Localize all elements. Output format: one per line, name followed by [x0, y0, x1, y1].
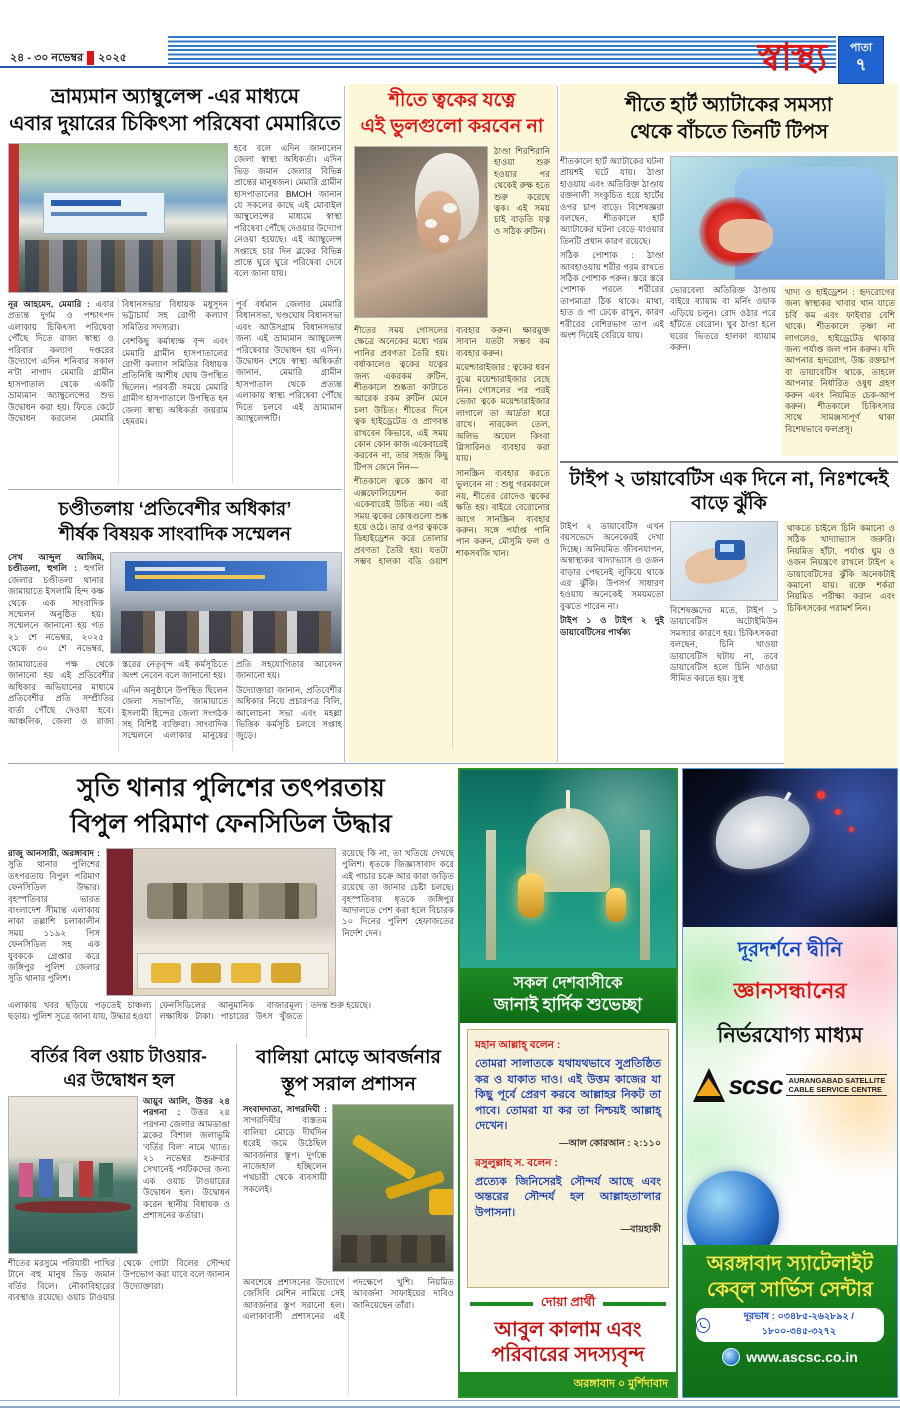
headline-line: থেকে বাঁচতে তিনটি টিপস [629, 121, 829, 143]
photo-detail [720, 544, 734, 552]
logo-text: scsc [728, 1069, 783, 1100]
paragraph: সানস্ক্রিন ব্যবহার করতে ভুলবেন না : শুধু গরমকালে নয়, শীতের রোদেও ত্বকের ক্ষতি হয়। বাইরে বেরোনোর আগে সানস্ক্রিন ব্যবহার করুন। সঙ্গে পর্যাপ্ত পানি পান করুন, মৌসুমি ফল ও শাকসবজি খান। [456, 467, 550, 558]
headline-line: স্তূপ সরাল প্রশাসন [281, 1074, 416, 1095]
article-chanditala [8, 496, 342, 751]
minaret [640, 830, 650, 960]
paragraph: উদ্যোক্তারা জানান, প্রতিবেশীর অধিকার নিয়ে প্রচারপত্র বিলি, আলোচনা সভা এবং মহল্লা ভিত্তিক কর্মসূচি চলবে সপ্তাহ জুড়ে। [236, 684, 342, 741]
watchtower-lead [143, 1096, 230, 1254]
column-rule [557, 86, 558, 762]
section-masthead: স্বাস্থ্য [757, 37, 827, 79]
paragraph: সঠিক পোশাক : ঠাণ্ডা আবহাওয়ায় শরীর গরম রাখতে সঠিক পোশাক পরুন। স্তরে স্তরে পোশাক পরলে শরীরের তাপমাত্রা ঠিক থাকে। মাথা, হাত ও পা ঢেকে রাখুন, কারণ শরীরের বেশিরভাগ তাপ এই অংশ দিয়েই বেরিয়ে যায়। [560, 250, 664, 341]
greeting-line: জানাই হার্দিক শুভেচ্ছা [493, 995, 643, 1014]
ad-org-bengali-line: কেব্‌ল সার্ভিস সেন্টার [707, 1279, 873, 1301]
mosque-artwork [460, 770, 676, 968]
watchtower-body [8, 1258, 230, 1396]
paragraph: ঠাণ্ডা শিরশিরানি হাওয়া শুরু হওয়ার পর থেকেই রুক্ষ হতে শুরু করেছে ত্বক। এই সময় চাই বাড়তি যত্ন ও সঠিক রুটিন। [494, 146, 550, 236]
headline-line: এর উদ্বোধন হল [63, 1070, 175, 1090]
photo-detail [121, 611, 331, 653]
photo-detail [25, 240, 221, 292]
quote-panel [467, 1029, 669, 1288]
quote-source: —বায়হাকী [620, 1224, 661, 1235]
press-conference-photo [110, 552, 342, 654]
byline: সেখ আব্দুল আজিম, চণ্ডীতলা, হুগলি : [8, 552, 104, 574]
photo-detail [9, 144, 19, 292]
suti-right-col [342, 848, 454, 996]
org-name-line: AURANGABAD SATELLITE [788, 1076, 886, 1085]
greeting-text [460, 968, 676, 1023]
byline: সংবাদদাতা, সাগরদিঘী : [243, 1104, 327, 1114]
phone-icon [696, 1318, 710, 1333]
date-range: ২৪ - ৩০ নভেম্বর [10, 51, 84, 64]
diabetes-subhead: টাইপ ১ ও টাইপ ২ দুই ডায়াবেটিসের পার্থক্য [560, 615, 664, 637]
quote-source: —আল কোরআন : ২:১১০ [559, 1137, 661, 1149]
diabetes-headline: টাইপ ২ ডায়াবেটিস এক দিনে না, নিঃশব্দেই বাড়ে ঝুঁকি [569, 469, 889, 514]
page-label: পাতা [849, 42, 873, 54]
photo-detail [231, 963, 261, 983]
photo-detail [19, 1163, 33, 1197]
decorative-bar [603, 1302, 666, 1306]
headline-line: এবার দুয়ারের চিকিৎসা পরিষেবা মেমারিতে [9, 113, 341, 135]
phone-row [696, 1308, 884, 1342]
tower-fill [697, 1078, 721, 1096]
photo-detail [341, 1235, 445, 1263]
quote-label: মহান আল্লাহ্‌ বলেন : [475, 1039, 561, 1051]
suti-left-col [8, 848, 100, 996]
heart-col1 [560, 156, 664, 456]
byline: আয়ুব আলি, উত্তর ২৪ পরগনা : [143, 1096, 230, 1118]
article-suti [8, 770, 454, 1396]
org-name-line: CABLE SERVICE CENTRE [788, 1085, 883, 1094]
article-ambulance [8, 84, 342, 751]
article-skincare [348, 84, 556, 762]
name-line: পরিবারের সদস্যবৃন্দ [491, 1344, 645, 1366]
paragraph: অবশেষে প্রশাসনের উদ্যোগে জেসিবি মেশিন নামিয়ে সেই আবর্জনার স্তূপ সরানো হল। এলাকাবাসী প্রশাসনের এই পদক্ষেপে খুশি। নিয়মিত আবর্জনা সাফাইয়ের দাবিও জানিয়েছেন তাঁরা। [243, 1277, 454, 1322]
quote-text: প্রত্যেক জিনিসেরই সৌন্দর্য আছে এবং অন্তরের সৌন্দর্য হল আল্লাহতা'লার উপাসনা। [475, 1175, 661, 1219]
paragraph: বেশকিছু কর্মাধ্যক্ষ বৃন্দ এবং মেমারি গ্রামীন হাসপাতালের রোগী কল্যাণ সমিতির বিধায়ক প্রতিনিধি আশীষ ঘোষ উপস্থিত ছিলেন। পরবর্তী সময়ে মেমারি গ্রামীণ হাসপাতালে উপস্থিত হন জেলা স্বাস্থ্য অধিকর্তা জয়রাম হেমরম। [122, 336, 228, 427]
watchtower-headline [8, 1044, 230, 1092]
suti-bottom [8, 1000, 454, 1038]
ad-headline-line: নির্ভরযোগ্য মাধ্যম [717, 1024, 863, 1047]
heart-body [560, 156, 898, 456]
photo-detail [59, 1163, 73, 1197]
photo-detail [107, 849, 133, 995]
headline-line: শীর্ষক বিষয়ক সাংবাদিক সম্মেলন [59, 523, 291, 544]
satellite-dish-icon [705, 784, 818, 880]
issue-date [10, 50, 133, 66]
headline-line: ভ্রাম্যমান অ্যাম্বুলেন্স -এর মাধ্যমে [50, 86, 300, 108]
diabetes-col3 [784, 521, 898, 769]
satellite-ad-green-panel [683, 1245, 897, 1397]
ambulance-headline [8, 84, 342, 138]
decorative-bar [470, 1302, 533, 1306]
ambulance-body [8, 299, 342, 483]
org-name [786, 1074, 887, 1096]
skincare-photo [354, 146, 488, 318]
heart-col2 [670, 285, 776, 456]
ascsc-logo [683, 1068, 897, 1102]
earth-globe [687, 1171, 779, 1245]
doa-label: দোয়া প্রার্থী [540, 1295, 596, 1309]
satellite-ad-middle [683, 927, 897, 1245]
paragraph: জামায়াতের পক্ষ থেকে জানানো হয় এই প্রতিবেশীর অধিকার অভিযানের মাধ্যমে প্রতিবেশীর প্রতি সম্প্রীতির বার্তা পৌঁছে দেওয়া হবে। আঞ্চলিক, জেলা ও রাজ্য স্তরের নেতৃবৃন্দ এই কর্মসূচিতে অংশ নেবেন বলে জানানো হয়। [8, 659, 228, 727]
page-bottom-rule [0, 1400, 900, 1408]
paragraph: টাইপ ২ ডায়াবেটিস এখন বয়সভেদে অনেকেরই দেখা দিচ্ছে। অনিয়মিত জীবনযাপন, অস্বাস্থ্যকর খাদ্যাভ্যাস ও ওজন বাড়ার পেছনেই লুকিয়ে থাকে এর ঝুঁকি। উপসর্গ সাধারণ হওয়ায় অনেকেই সময়মতো বুঝতে পারেন না। [560, 521, 664, 611]
photo-detail [135, 567, 225, 571]
suti-police-photo [106, 848, 336, 996]
heart-headline [560, 84, 898, 152]
header-stripes [168, 36, 836, 64]
skincare-body [354, 325, 550, 749]
paragraph: ভোরবেলা অতিরিক্ত ঠাণ্ডায় বাইরে ব্যায়াম বা মর্নিং ওয়াক এড়িয়ে চলুন। রোদ ওঠার পরে হাঁটতে বেরোন। খুব ঠাণ্ডা হলে ঘরের ভিতরে হালকা ব্যায়াম করুন। [670, 285, 776, 353]
paragraph: খাদ্য ও হাইড্রেশন : হৃদরোগের জন্য স্বাস্থ্যকর খাবার খান যাতে চর্বি কম এবং ফাইবার বেশি থাকে। শীতকালে তৃষ্ণা না লাগলেও, হাইড্রেটেড থাকার জন্য পর্যাপ্ত জল পান করুন। যদি আপনার হৃদরোগ, উচ্চ রক্তচাপ বা ডায়াবেটিস থাকে, তাহলে আপনার নির্ধারিত ওষুধ গ্রহণ করুন এবং নিয়মিত চেক-আপ করুন। শীতকালে চিকিৎসার সাথে সামঞ্জস্যপূর্ণ থাকা বিশেষভাবে ফলপ্রসূ। [785, 287, 895, 434]
photo-detail [39, 1159, 53, 1197]
paragraph-text: হুগলি জেলার চণ্ডীতলা থানার জামায়াতে ইসলামি হিন্দ কক্ষ থেকে এক সাংবাদিক সম্মেলন অনুষ্ঠিত হয়। সম্মেলনে জানানো হয় গত ২১ শে নভেম্বর, ২০২৫ থেকে ৩০ শে নভেম্বর, [8, 563, 104, 654]
photo-detail [135, 575, 265, 579]
ambulance-side-text [234, 143, 342, 293]
greeting-line: সকল দেশবাসীকে [513, 975, 623, 992]
headline-line: সুতি থানার পুলিশের তৎপরতায় [77, 774, 385, 802]
diabetes-body [560, 521, 898, 769]
headline-line: শীতে হার্ট অ্যাটাকের সমস্যা [625, 94, 833, 116]
photo-detail [51, 200, 121, 206]
photo-detail [151, 963, 181, 983]
photo-detail [15, 1201, 131, 1213]
paragraph-text: সাগরদিঘীর ব্যস্ততম বালিয়া মোড়ে দীর্ঘদিন ধরেই জমে উঠেছিল আবর্জনার স্তূপ। দুর্গন্ধে নাজেহাল হচ্ছিলেন পথচারী থেকে ব্যবসায়ী সকলেই। [243, 1115, 327, 1194]
photo-detail [79, 1161, 93, 1197]
article-garbage [243, 1044, 454, 1396]
photo-detail [719, 219, 773, 253]
quote-label: রসুলুল্লাহ স. বলেন : [475, 1156, 558, 1169]
date-separator [87, 51, 94, 65]
ad-headline-line: জ্ঞানসন্ধানের [733, 978, 847, 1003]
paragraph: বিশেষজ্ঞদের মতে, টাইপ ১ ডায়াবেটিস অটোইমিউন সমস্যার কারণে হয়। চিকিৎসকরা বলছেন, চিনি খাওয়া ডায়াবেটিস ঘটায় না, তবে ডায়াবেটিস হলে চিনি খাওয়া সীমিত করতে হয়। সুস্থ [670, 605, 778, 684]
photo-detail [439, 235, 449, 243]
photo-detail [191, 963, 221, 983]
paragraph [143, 1096, 230, 1221]
photo-detail [417, 191, 461, 253]
chanditala-body [8, 659, 342, 751]
article-divider [8, 489, 342, 490]
paragraph: পূর্ব বর্ধমান জেলার মেমারি বিধানসভা, খণ্ডঘোষ বিধানসভা এবং আউসগ্রাম বিধানসভার জন্য এই ভ্রাম্যমান অ্যাম্বুলেন্স পরিষেবার উদ্বোধন হয় এদিন। উদ্বোধন শেষে স্বাস্থ্য অধিকর্তা জানান, মেমারি গ্রামীন হাসপাতাল থেকে প্রত্যন্ত এলাকায় স্বাস্থ্য পরিষেবা পৌঁছে দিতে চলবে এই ভ্রাম্যমান অ্যাম্বুলেন্সটি। [236, 299, 342, 424]
lantern-icon [606, 888, 626, 922]
website-link[interactable]: www.ascsc.co.in [746, 1349, 858, 1365]
name-line: আবুল কালাম এবং [494, 1319, 642, 1341]
greeting-ad [458, 768, 678, 1398]
garbage-headline [243, 1044, 454, 1098]
excavator-photo [332, 1104, 454, 1272]
garbage-body [243, 1277, 454, 1395]
suti-headline [8, 770, 454, 842]
chanditala-headline [8, 496, 342, 546]
doa-row [470, 1294, 666, 1314]
paragraph: শীতকালে হার্ট অ্যাটাকের ঘটনা প্রায়শই ঘটে যায়। ঠাণ্ডা হাওয়ায় এবং অতিরিক্ত ঠাণ্ডায় রক্তনালী সংকুচিত হয়ে হার্টের ওপর চাপ বাড়ে। বিশেষজ্ঞরা বলছেন, শীতকালে হার্ট অ্যাটাকের ঘটনা বেড়ে যাওয়ার তিনটি প্রধান কারণ রয়েছে। [560, 156, 664, 246]
paragraph: ময়েশ্চারাইজার : ত্বকের ধরন বুঝে ময়েশ্চারাইজার বেছে নিন। গোসলের পর পরই ভেজা ত্বকে ময়েশ্চারাইজার লাগালে তা আর্দ্রতা ধরে রাখে। নারকেল তেল, অলিভ অয়েল কিংবা গ্লিসারিনও ব্যবহার করা যায়। [456, 362, 550, 464]
byline: নূর আহমেদ, মেমারি : [8, 299, 90, 309]
glucometer-photo [670, 521, 778, 601]
signal-dot [835, 809, 841, 815]
watchtower-photo [8, 1096, 138, 1254]
paragraph: থাকতে চাইলে চিনি কমানো ও সঠিক খাদ্যাভ্যাস জরুরি। নিয়মিত হাঁটা, পর্যাপ্ত ঘুম ও ওজন নিয়ন্ত্রণে রাখলে টাইপ ২ ডায়াবেটিসের ঝুঁকি অনেকটাই কমানো যায়। রক্তে শর্করা নিয়মিত পরীক্ষা করান এবং চিকিৎসকের পরামর্শ নিন। [787, 523, 895, 613]
headline-line: বিপুল পরিমাণ ফেনসিডিল উদ্ধার [70, 810, 392, 838]
diabetes-col2 [670, 605, 778, 769]
paragraph-text: সুতি থানার পুলিশের তৎপরতায় বিপুল পরিমাণ ফেনসিডিল উদ্ধার। বৃহস্পতিবার ভারত বাংলাদেশ সীমান্ত এলাকায় নাকা তল্লাশি চলাকালীন সময় ১১৯২ পিস ফেনসিডিল সহ এক যুবককে গ্রেপ্তার করে জঙ্গিপুর পুলিশ জেলার সুতি থানার পুলিশ। [8, 859, 100, 984]
ad-footer-text: অরঙ্গাবাদ ০ মুর্শিদাবাদ [573, 1377, 668, 1390]
photo-detail [351, 1133, 417, 1180]
ad-headline-line: দূরদর্শনে দ্বীনি [737, 939, 843, 961]
article-watchtower [8, 1044, 230, 1396]
photo-detail [443, 203, 457, 213]
ad-footer [460, 1372, 676, 1396]
headline-line: চণ্ডীতলায় ‘প্রতিবেশীর অধিকার’ [58, 498, 292, 519]
column-rule [236, 1044, 237, 1396]
chanditala-lead [8, 552, 104, 654]
heart-attack-photo [670, 156, 898, 280]
lantern-icon [518, 874, 544, 918]
signal-dot [817, 791, 825, 799]
page-number-box [838, 36, 884, 84]
garbage-lead [243, 1104, 327, 1272]
tower-icon [693, 1068, 725, 1102]
photo-detail [147, 883, 317, 919]
skincare-headline [354, 88, 550, 140]
satellite-dish-art [683, 769, 897, 927]
photo-detail [271, 963, 301, 983]
headline-line: এই ভুলগুলো করবেন না [360, 116, 544, 137]
photo-detail [99, 1163, 113, 1197]
globe-icon [722, 1348, 740, 1366]
heart-col3 [782, 285, 898, 456]
paragraph: শীতকালে ত্বকে স্ক্রাব বা এক্সফোলিয়েশন করা একেবারেই উচিত নয়। এই সময় ত্বকের কোষগুলো শুষ্ক হয়ে ওঠে। তার ওপর ত্বককে ডিহাইড্রেশন করে তোলার প্রবণতা তৈরি হয়। যতটা সম্ভব হালকা বডি ওয়াশ ব্যবহার করুন। ক্ষারমুক্ত সাবান যতটা সম্ভব কম ব্যবহার করুন। [354, 325, 550, 567]
date-year: ২০২৫ [98, 51, 127, 64]
paragraph: এলাকায় খবর ছড়িয়ে পড়তেই চাঞ্চল্য ছড়ায়। পুলিশ সূত্রে জানা যায়, উদ্ধার হওয়া ফেনসিডিলের আনুমানিক বাজারমূল্য লক্ষাধিক টাকা। পাচারের উৎস খুঁজতে তদন্ত শুরু হয়েছে। [8, 1000, 372, 1022]
paragraph: রয়েছে কি না, তা খতিয়ে দেখছে পুলিশ। ধৃতকে জিজ্ঞাসাবাদ করে এই পাচার চক্রে আর কারা জড়িত রয়েছে তা জানার চেষ্টা চলছে। বৃহস্পতিবার ধৃতকে জঙ্গিপুর আদালতে পেশ করা হলে বিচারক ১০ দিনের পুলিশ হেফাজতের নির্দেশ দেন। [342, 848, 454, 938]
satellite-ad [682, 768, 898, 1398]
website-row [683, 1348, 897, 1366]
paragraph: হবে বলে এদিন জানালেন জেলা স্বাস্থ্য অধিকর্তা। এদিন ভিড় জমান জেলার বিভিন্ন প্রান্তের মানুষজন। মেমারি গ্রামীন হাসপাতালের BMOH জানান যে সকলের কাছে এই মোবাইল আম্বুলেন্সের মাধ্যমে স্বাস্থ্য পরিষেবা পৌঁছে দেওয়ার উদ্যোগ নেওয়া হয়েছে। এই অ্যাম্বুলেন্স সপ্তাহে চার দিন ব্লকের বিভিন্ন প্রান্তে ঘুরে ঘুরে পরিষেবা দেবে বলে জানা যায়। [234, 143, 342, 279]
signal-dot [849, 827, 854, 832]
byline: রাজু আনসারী, অরঙ্গাবাদ : [8, 848, 100, 858]
headline-line: বালিয়া মোড়ে আবর্জনার [256, 1047, 441, 1068]
ambulance-photo [8, 143, 228, 293]
paragraph: শীতের সময় গোসলের ক্ষেত্রে অনেকের মধ্যে গরম পানির প্রবণতা তৈরি হয়। বর্ষাকালেও ত্বকের যত্নের জন্য একরকম রুটিন, শীতকালে শুষ্কতা কাটাতে আরেক রকম রুটিন মেনে চলা উচিত। শীতের দিনে ত্বক হাইড্রেটেড ও প্রাণবন্ত রাখবেন কিভাবে, এই সময় কোন কোন কাজ একেবারেই করবেন না, তার সহজ কিছু টিপস জেনে নিন— [354, 325, 448, 472]
paragraph-text: এবার প্রত্যন্ত দুর্গম ও পশ্চাৎপদ এলাকায় চিকিৎসা পরিষেবা পৌঁছে দিতে রাজ্য স্বাস্থ্য ও পরিবার কল্যাণ দপ্তরের উদ্যোগে এদিন শনিবার সকাল ন'টা নাগাদ মেমারি গ্রামীন হাসপাতাল থেকে একটি ভ্রাম্যমান অ্যাম্বুলেন্সের শুভ উদ্বোধন করা হয়। ফিতে কেটে উদ্বোধন করলেন মেমারি বিধানসভার বিধায়ক মধুসূদন ভট্টাচার্য সহ রোগী কল্যাণ সমিতির সদস্যরা। [8, 299, 228, 424]
paragraph [8, 848, 100, 985]
headline-line: বর্তির বিল ওয়াচ টাওয়ার- [31, 1046, 207, 1066]
headline-line: শীতে ত্বকের যত্নে [388, 90, 516, 111]
paragraph-text: উত্তর ২৪ পরগনা জেলার আমডাঙা ব্লকের বিশাল জলাভূমি ‘বর্তির বিল’ নামে খ্যাত। ২১ নভেম্বর শুক্রবার সেখানেই পর্যটকদের জন্য এক ওয়াচ টাওয়ারের উদ্বোধন হল। উদ্বোধন করেন স্থানীয় বিধায়ক ও প্রশাসনের কর্তারা। [143, 1107, 230, 1221]
photo-detail [51, 212, 147, 216]
ad-org-bengali-line: অরঙ্গাবাদ স্যাটেলাইট [706, 1253, 874, 1275]
skincare-side-text [494, 146, 550, 318]
right-column [560, 84, 898, 769]
paragraph: শীতের মরসুমে পরিযায়ী পাখির টানে বহু মানুষ ভিড় জমান বর্তির বিলে। নৌকাবিহারের ব্যবস্থাও রয়েছে। ওয়াচ টাওয়ার থেকে গোটা বিলের সৌন্দর্য উপভোগ করা যাবে বলে জানান উদ্যোক্তারা। [8, 1258, 230, 1303]
advertiser-name [460, 1318, 676, 1368]
page-number: ৭ [855, 55, 867, 74]
diabetes-col1 [560, 521, 664, 769]
column-rule [344, 86, 345, 762]
paragraph [243, 1104, 327, 1195]
photo-detail [429, 1189, 454, 1215]
paragraph [8, 552, 104, 654]
phone-number: দূরভাষ : ০৩৪৮৫-২৬২৮৯২ / ১৮০০-৩৪৫-৩২৭২ [743, 1311, 854, 1337]
paragraph: এদিন অনুষ্ঠানে উপস্থিত ছিলেন জেলা সভাপতি, জামায়াতে ইসলামী হিন্দের জেলা সংগঠক সহ বিশিষ্ট ব্যক্তিরা। সাংবাদিক সম্মেলনে এলাকার মানুষের প্রতি সহযোগিতার আবেদন জানানো হয়। [122, 659, 342, 741]
photo-detail [425, 219, 437, 228]
minaret [486, 830, 496, 960]
quote-text: তোমরা সালাতকে যথাযথভাবে সুপ্রতিষ্ঠিত কর ও যাকাত দাও। এই উত্তম কাজের যা কিছু পূর্বে প্রেরণ করবে আল্লাহর নিকট তা পাবে। তোমরা যা কর তা নিশ্চয়ই আল্লাহ্‌ দেখেন। [475, 1058, 661, 1132]
